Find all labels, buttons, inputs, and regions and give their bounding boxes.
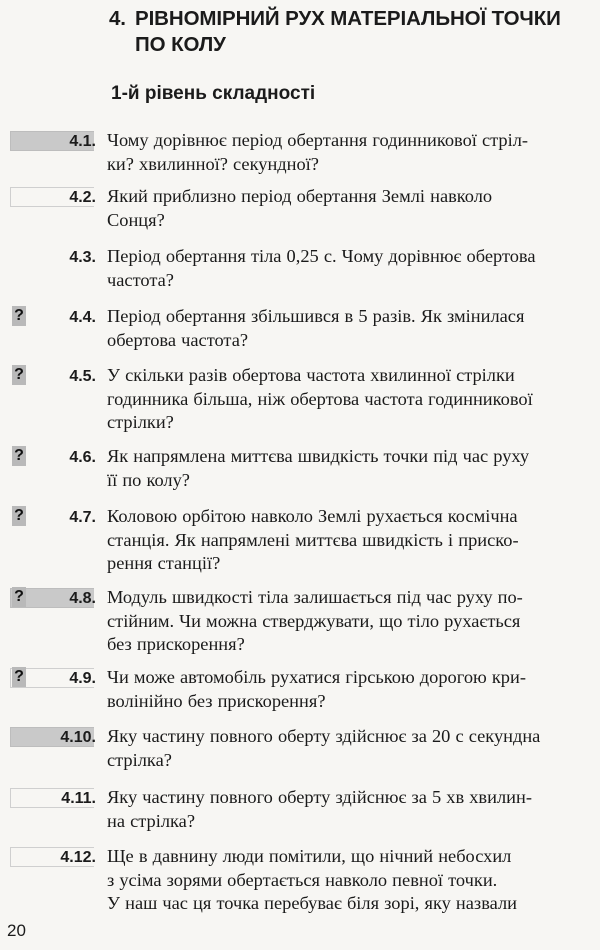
problem-text [107, 364, 597, 435]
problem-number: 4.4. [69, 309, 96, 326]
problem-text-line: рення станції? [107, 553, 221, 573]
problem-text-line: Який приблизно період обертання Землі навколо [107, 186, 493, 206]
question-mark-icon: ? [12, 667, 26, 687]
problem-text-line: ки? хвилинної? секундної? [107, 153, 319, 174]
problem-number: 4.10. [60, 729, 96, 746]
problem-text-line: волінійно без прискорення? [107, 690, 326, 711]
chapter-number: 4. [109, 7, 126, 30]
problem-number: 4.12. [60, 849, 96, 866]
problem-text [107, 245, 597, 292]
chapter-title-line-2: ПО КОЛУ [135, 33, 226, 56]
problem-text [107, 786, 597, 833]
problem-text-line: Сонця? [107, 209, 165, 230]
problem-text-line: на стрілка? [107, 810, 195, 831]
problem-number: 4.5. [69, 368, 96, 385]
problem-text-line: Модуль швидкості тіла залишається під час руху по- [107, 587, 523, 607]
problem-number: 4.2. [69, 189, 96, 206]
problem-text-line: Ще в давнину люди помітили, що нічний небосхил [107, 846, 512, 866]
problem-number: 4.8. [69, 590, 96, 607]
problem-text-line: стрілка? [107, 749, 172, 770]
question-mark-icon: ? [12, 587, 26, 607]
problem-text [107, 725, 597, 772]
problem-number: 4.6. [69, 449, 96, 466]
difficulty-level-heading: 1-й рівень складності [111, 83, 316, 104]
problem-text-line: У скільки разів обертова частота хвилинної стрілки [107, 365, 515, 385]
problem-number: 4.7. [69, 509, 96, 526]
problem-text [107, 305, 597, 352]
problem-text-line: стійним. Чи можна стверджувати, що тіло рухається [107, 610, 521, 631]
problem-text-line: Період обертання тіла 0,25 с. Чому дорівнює обертова [107, 246, 536, 266]
problem-text [107, 505, 597, 576]
problem-text [107, 586, 597, 657]
problem-text-line: Чому дорівнює період обертання годинникової стріл- [107, 130, 529, 150]
chapter-title [109, 6, 589, 58]
problem-text [107, 445, 597, 492]
problem-text-line: Коловою орбітою навколо Землі рухається космічна [107, 506, 518, 526]
page-number: 20 [7, 921, 26, 940]
problem-text-line: годинника більша, ніж обертова частота годинникової [107, 388, 533, 409]
problem-text-line: станція. Як напрямлені миттєва швидкість і приско- [107, 529, 519, 550]
problem-text-line: Яку частину повного оберту здійснює за 20 с секундна [107, 726, 541, 746]
problem-number: 4.3. [69, 249, 96, 266]
problem-text-line: У наш час ця точка перебуває біля зорі, яку назвали [107, 893, 517, 913]
problem-text-line: частота? [107, 269, 174, 290]
problem-text [107, 185, 597, 232]
problem-text-line: стрілки? [107, 412, 174, 432]
problem-text-line: обертова частота? [107, 329, 249, 350]
problem-text-line: з усіма зорями обертається навколо певної точки. [107, 869, 498, 890]
question-mark-icon: ? [12, 446, 26, 466]
problem-text-line: її по колу? [107, 469, 190, 490]
problem-text [107, 845, 597, 916]
problem-text-line: Чи може автомобіль рухатися гірською дорогою кри- [107, 667, 526, 687]
question-mark-icon: ? [12, 306, 26, 326]
problem-text-line: Період обертання збільшився в 5 разів. Як змінилася [107, 306, 525, 326]
question-mark-icon: ? [12, 365, 26, 385]
question-mark-icon: ? [12, 506, 26, 526]
problem-number: 4.9. [69, 670, 96, 687]
problem-number: 4.11. [61, 790, 96, 807]
problem-text [107, 129, 597, 176]
problem-text-line: Яку частину повного оберту здійснює за 5 хв хвилин- [107, 787, 532, 807]
chapter-title-text-1: РІВНОМІРНИЙ РУХ МАТЕРІАЛЬНОЇ ТОЧКИ [135, 7, 561, 30]
problem-text [107, 666, 597, 713]
problem-text-line: без прискорення? [107, 634, 245, 654]
chapter-title-line-1 [109, 6, 589, 32]
problem-number: 4.1. [69, 133, 96, 150]
problem-text-line: Як напрямлена миттєва швидкість точки під час руху [107, 446, 530, 466]
